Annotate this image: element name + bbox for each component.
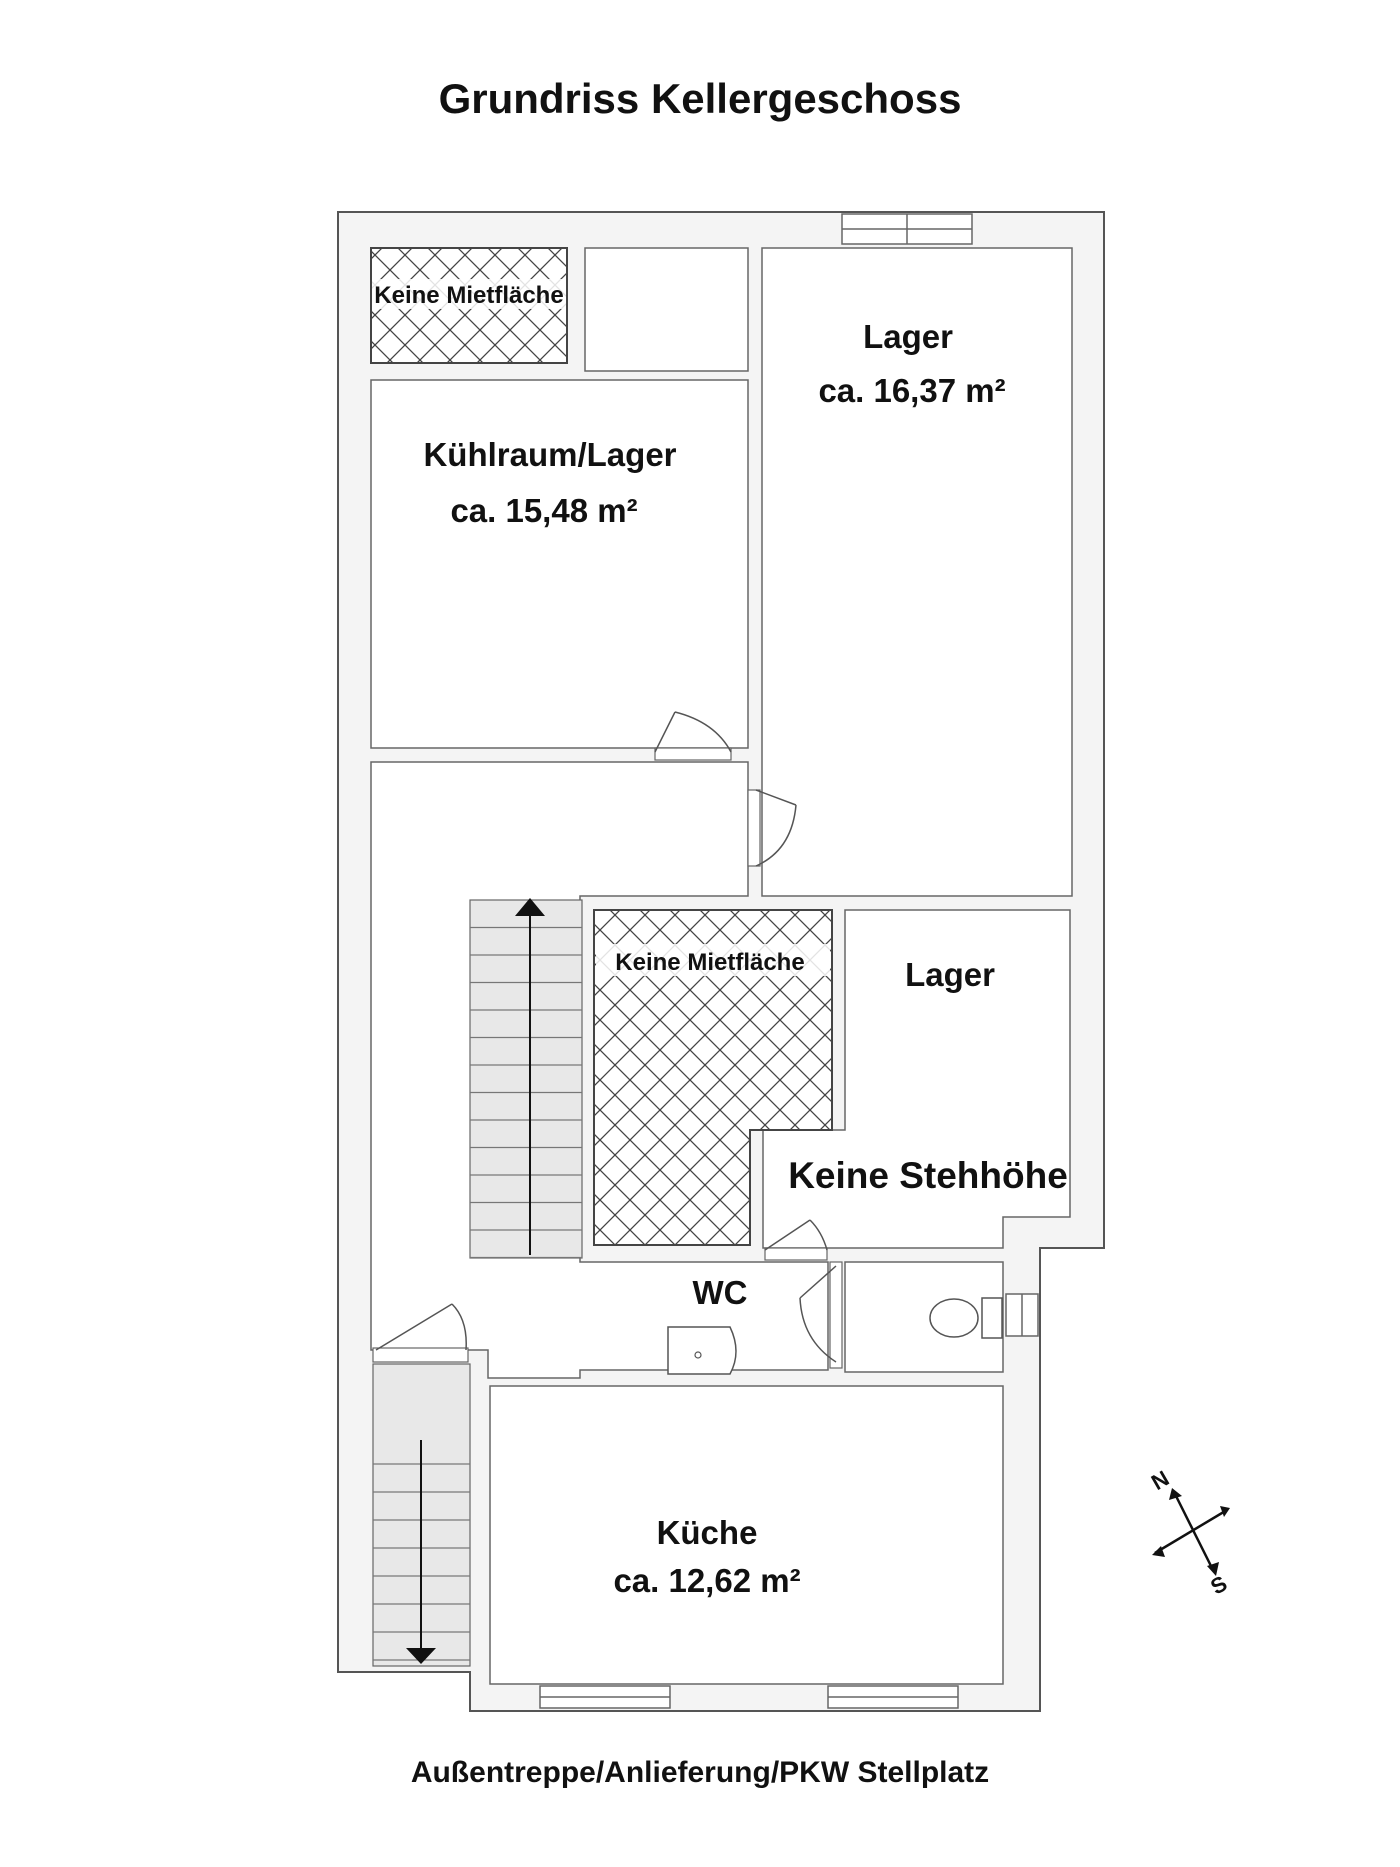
compass-south: S (1206, 1570, 1232, 1600)
plan-footer: Außentreppe/Anlieferung/PKW Stellplatz (410, 1756, 990, 1789)
wc-name: WC (692, 1274, 748, 1311)
compass-north: N (1146, 1465, 1174, 1496)
keine-mietflaeche-center-label: Keine Mietfläche (615, 949, 805, 976)
plan-title: Grundriss Kellergeschoss (438, 75, 962, 122)
kueche-name: Küche (656, 1514, 758, 1551)
kuehlraum-name: Kühlraum/Lager (423, 436, 677, 473)
lager-small-name: Lager (905, 956, 995, 993)
lager-large-name: Lager (863, 318, 953, 355)
stair-interior (470, 898, 582, 1258)
sink-icon (668, 1327, 736, 1374)
lager-small-note: Keine Stehhöhe (788, 1155, 1068, 1196)
kueche-area: ca. 12,62 m² (613, 1562, 801, 1599)
toilet-icon (930, 1299, 978, 1337)
wc-floor (845, 1262, 1003, 1372)
kuehlraum-area: ca. 15,48 m² (450, 492, 638, 529)
compass-icon (1147, 1465, 1231, 1599)
lager-large-area: ca. 16,37 m² (818, 372, 1006, 409)
stair-exterior (373, 1364, 470, 1666)
keine-mietflaeche-top-label: Keine Mietfläche (374, 282, 564, 309)
upper-closet-floor (585, 248, 748, 371)
